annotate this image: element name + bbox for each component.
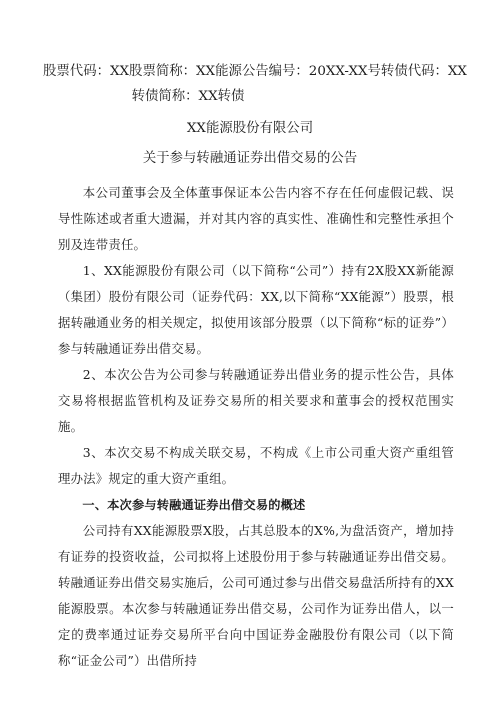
notice-item-1: 1、XX能源股份有限公司（以下简称“公司”）持有2X股XX新能源（集团）股份有限公司（证券代码：XX,以下简称“XX能源”）股票，根据转融通业务的相关规定，拟使用该部分股票（以下简称“标的证券”）参与转融通证券出借交易。 <box>58 263 454 356</box>
section-paragraph: 公司持有XX能源股票X股，占其总股本的X%,为盘活资产，增加持有证券的投资收益，公司拟将上述股份用于参与转融通证券出借交易。转融通证券出借交易实施后，公司可通过参与出借交易盘活所持有的XX能源股票。本次参与转融通证券出借交易，公司作为证券出借人，以一定的费率通过证券交易所平台向中国证券金融股份有限公司（以下简称“证金公司”）出借所持 <box>58 523 454 668</box>
section-heading: 一、本次参与转融通证券出借交易的概述 <box>82 498 306 512</box>
announcement-title: 关于参与转融通证券出借交易的公告 <box>142 151 358 166</box>
notice-item-2: 2、本次公告为公司参与转融通证券出借业务的提示性公告，具体交易将根据监管机构及证券交易所的相关要求和董事会的授权范围实施。 <box>58 367 454 434</box>
announcement-body <box>58 180 454 674</box>
board-statement: 本公司董事会及全体董事保证本公告内容不存在任何虚假记载、误导性陈述或者重大遗漏，并对其内容的真实性、准确性和完整性承担个别及连带责任。 <box>58 185 454 252</box>
notice-item-3: 3、本次交易不构成关联交易，不构成《上市公司重大资产重组管理办法》规定的重大资产重组。 <box>58 445 454 486</box>
bond-abbreviation-line: 转债简称：XX转债 <box>131 89 245 104</box>
security-codes-line: 股票代码：XX股票简称：XX能源公告编号：20XX-XX号转债代码：XX <box>43 64 467 79</box>
company-name: XX能源股份有限公司 <box>186 121 314 136</box>
